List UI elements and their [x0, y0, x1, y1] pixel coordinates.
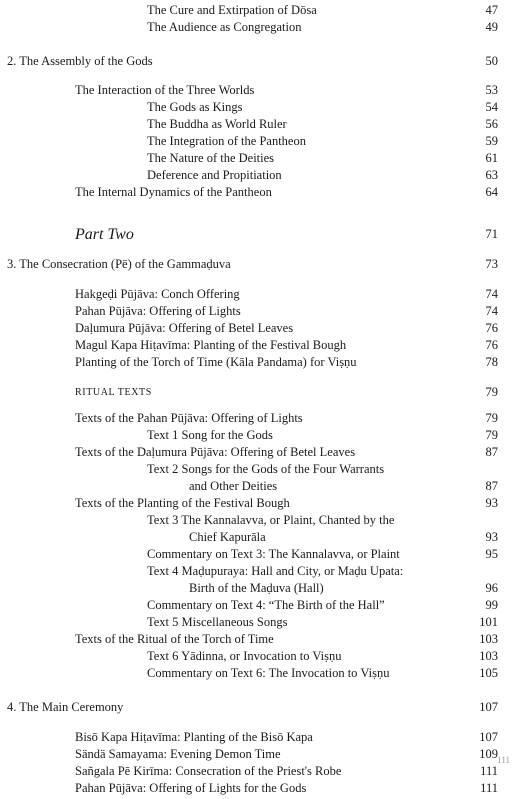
toc-entry-title: Commentary on Text 6: The Invocation to Viṣṇu [147, 666, 390, 680]
toc-entry-title: The Buddha as World Ruler [147, 117, 287, 131]
toc-entry [0, 529, 528, 546]
toc-entry-page: 78 [485, 355, 498, 369]
toc-entry-page: 74 [485, 304, 498, 318]
toc-entry-title: The Nature of the Deities [147, 151, 275, 165]
toc-entry-page: 61 [485, 151, 498, 165]
toc-entry-page: 79 [485, 428, 498, 442]
toc-entry [0, 19, 528, 36]
toc-entry-title: The Interaction of the Three Worlds [75, 83, 255, 97]
toc-entry [0, 563, 528, 580]
toc-entry [0, 116, 528, 133]
toc-entry-page: 47 [485, 3, 498, 17]
toc-entry-page: 54 [485, 100, 498, 114]
toc-entry [0, 99, 528, 116]
toc-entry-title: Text 4 Maḍupuraya: Hall and City, or Maḍu Upata: [147, 564, 404, 578]
toc-entry-title: Part Two [75, 226, 134, 243]
toc-entry [0, 410, 528, 427]
toc-entry-title: and Other Deities [189, 479, 278, 493]
toc-entry [0, 461, 528, 478]
toc-entry-title: Deference and Propitiation [147, 168, 282, 182]
toc-entry [0, 699, 528, 716]
toc-entry-page: 73 [485, 257, 498, 271]
toc-entry [0, 631, 528, 648]
toc-entry-page: 49 [485, 20, 498, 34]
toc-entry-title: Text 2 Songs for the Gods of the Four Warrants [147, 462, 385, 476]
toc-entry [0, 495, 528, 512]
toc-entry-title: Sändä Samayama: Evening Demon Time [75, 747, 281, 761]
toc-entry [0, 256, 528, 273]
toc-entry [0, 614, 528, 631]
toc-entry-page: 96 [485, 581, 498, 595]
toc-entry-title: 4. The Main Ceremony [7, 700, 124, 714]
toc-entry-page: 76 [485, 321, 498, 335]
toc-entry-title: Birth of the Maḍuva (Hall) [189, 581, 324, 595]
toc-entry-title: Planting of the Torch of Time (Kāla Pandama) for Viṣṇu [75, 355, 357, 369]
toc-entry [0, 286, 528, 303]
toc-entry-page: 63 [485, 168, 498, 182]
toc-entry-title: 2. The Assembly of the Gods [7, 54, 153, 68]
toc-entry-title: The Gods as Kings [147, 100, 243, 114]
toc-entry-title: Text 6 Yādinna, or Invocation to Viṣṇu [147, 649, 342, 663]
toc-entry-page: 93 [485, 496, 498, 510]
toc-entry-page: 105 [479, 666, 498, 680]
toc-entry-title: The Internal Dynamics of the Pantheon [75, 185, 272, 199]
toc-entry-title: Text 3 The Kannalavva, or Plaint, Chanted by the [147, 513, 395, 527]
toc-entry [0, 82, 528, 99]
toc-entry-page: 79 [485, 385, 498, 399]
toc-entry-page: 50 [485, 54, 498, 68]
toc-entry-title: Bisō Kapa Hiṭavīma: Planting of the Bisō Kapa [75, 730, 313, 744]
toc-entry-title: Text 1 Song for the Gods [147, 428, 273, 442]
toc-entry-page: 93 [485, 530, 498, 544]
toc-entry [0, 167, 528, 184]
toc-entry-page: 95 [485, 547, 498, 561]
toc-entry-title: Chief Kapurāla [189, 530, 266, 544]
toc-entry-title: Sañgala Pē Kirīma: Consecration of the Priest's Robe [75, 764, 342, 778]
toc-entry-page: 109 [479, 747, 498, 761]
toc-entry [0, 546, 528, 563]
toc-entry [0, 303, 528, 320]
toc-entry [0, 337, 528, 354]
toc-entry-title: Commentary on Text 4: “The Birth of the Hall” [147, 598, 385, 612]
toc-entry [0, 580, 528, 597]
toc-entry [0, 444, 528, 461]
toc-entry-title: The Cure and Extirpation of Dōsa [147, 3, 317, 17]
toc-entry [0, 53, 528, 70]
toc-entry-page: 74 [485, 287, 498, 301]
toc-entry-title: Magul Kapa Hiṭavīma: Planting of the Festival Bough [75, 338, 347, 352]
toc-entry-title: Texts of the Daḷumura Pūjāva: Offering of Betel Leaves [75, 445, 356, 459]
toc-entry [0, 150, 528, 167]
toc-entry-page: 56 [485, 117, 498, 131]
toc-entry [0, 512, 528, 529]
toc-entry-title: Texts of the Pahan Pūjāva: Offering of Lights [75, 411, 303, 425]
toc-entry-page: 103 [479, 649, 498, 663]
toc-entry [0, 133, 528, 150]
toc-entry [0, 763, 528, 780]
toc-entry-title: 3. The Consecration (Pē) of the Gammaḍuva [7, 257, 231, 271]
toc-entry [0, 226, 528, 243]
toc-entry-page: 87 [485, 479, 498, 493]
toc-entry [0, 746, 528, 763]
toc-entry-page: 107 [479, 700, 498, 714]
toc-entry-title: Pahan Pūjāva: Offering of Lights [75, 304, 241, 318]
toc-entry-page: 53 [485, 83, 498, 97]
toc-entry [0, 354, 528, 371]
toc-entry [0, 780, 528, 797]
toc-entry-page: 71 [485, 227, 498, 241]
toc-entry-page: 103 [479, 632, 498, 646]
toc-entry-page: 111 [480, 781, 498, 795]
toc-entry [0, 184, 528, 201]
toc-entry [0, 648, 528, 665]
toc-entry-title: Daḷumura Pūjāva: Offering of Betel Leaves [75, 321, 294, 335]
toc-entry [0, 729, 528, 746]
toc-entry-page: 101 [479, 615, 498, 629]
toc-entry-title: Pahan Pūjāva: Offering of Lights for the Gods [75, 781, 307, 795]
toc-entry-page: 79 [485, 411, 498, 425]
toc-entry [0, 384, 528, 401]
toc-entry-page: 64 [485, 185, 498, 199]
margin-note: 111 [497, 755, 510, 765]
toc-entry-page: 59 [485, 134, 498, 148]
toc-entry [0, 597, 528, 614]
toc-entry [0, 320, 528, 337]
toc-entry-page: 111 [480, 764, 498, 778]
toc-entry-page: 107 [479, 730, 498, 744]
toc-entry-title: Text 5 Miscellaneous Songs [147, 615, 288, 629]
toc-entry-title: The Audience as Congregation [147, 20, 302, 34]
toc-entry [0, 2, 528, 19]
toc-entry-page: 87 [485, 445, 498, 459]
toc-entry-title: Texts of the Ritual of the Torch of Time [75, 632, 274, 646]
toc-entry-page: 99 [485, 598, 498, 612]
toc-entry-title: Texts of the Planting of the Festival Bough [75, 496, 290, 510]
toc-entry-page: 76 [485, 338, 498, 352]
toc-entry [0, 427, 528, 444]
toc-entry [0, 665, 528, 682]
toc-entry-title: RITUAL TEXTS [75, 387, 152, 398]
toc-entry-title: Hakgeḍi Pūjāva: Conch Offering [75, 287, 240, 301]
toc-entry-title: Commentary on Text 3: The Kannalavva, or Plaint [147, 547, 400, 561]
toc-entry-title: The Integration of the Pantheon [147, 134, 306, 148]
toc-entry [0, 478, 528, 495]
